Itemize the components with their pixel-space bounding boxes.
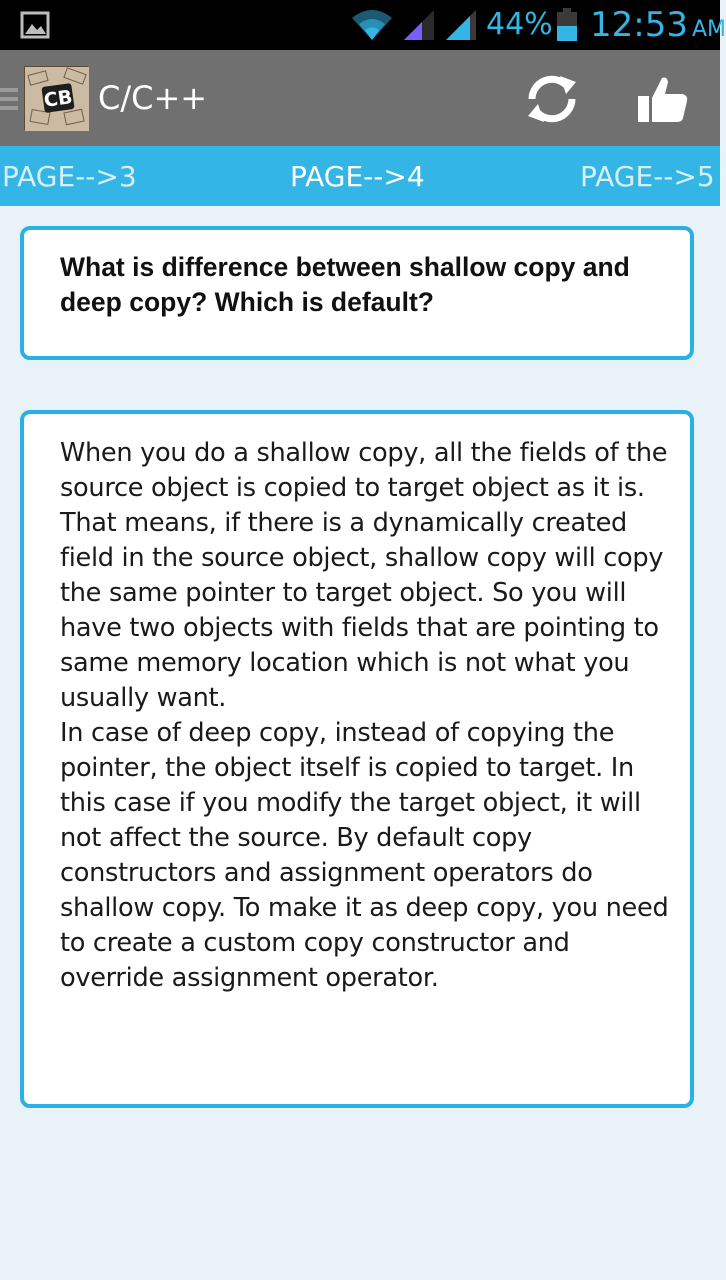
status-bar: [0, 0, 726, 50]
answer-text: [60, 436, 680, 996]
thumbs-up-icon[interactable]: [636, 74, 690, 124]
tab-page-3[interactable]: PAGE-->3: [2, 160, 137, 193]
battery-icon: [556, 8, 578, 42]
clock-ampm: AM: [691, 17, 726, 42]
signal-strength-icon-2: [444, 8, 478, 42]
wifi-icon: [350, 8, 394, 42]
tab-page-5[interactable]: PAGE-->5: [580, 160, 715, 193]
question-card: [20, 226, 694, 360]
app-logo[interactable]: [24, 66, 88, 130]
battery-percent: 44%: [486, 7, 553, 42]
page-tabs: [0, 146, 720, 206]
action-bar: [0, 50, 720, 146]
answer-card[interactable]: [20, 410, 694, 1108]
clock: [590, 5, 726, 50]
app-title: C/C++: [98, 79, 208, 117]
refresh-icon[interactable]: [522, 72, 582, 126]
app-logo-image: [25, 67, 89, 131]
app-logo-text: CB: [42, 86, 74, 112]
tab-page-4[interactable]: PAGE-->4: [290, 160, 425, 193]
answer-paragraph-2: In case of deep copy, instead of copying the pointer, the object itself is copied to target. In this case if you modify the target object, it will not affect the source. By default copy constructors and assignment operators do shallow copy. To make it as deep copy, you need to create a custom copy constructor and override assignment operator.: [60, 718, 669, 993]
drawer-icon[interactable]: [0, 86, 20, 112]
gallery-notification-icon: [20, 11, 50, 39]
answer-paragraph-1: When you do a shallow copy, all the fields of the source object is copied to target object as it is. That means, if there is a dynamically created field in the source object, shallow copy will copy the same pointer to target object. So you will have two objects with fields that are pointing to same memory location which is not what you usually want.: [60, 438, 668, 713]
clock-time: 12:53: [590, 5, 688, 45]
question-text: What is difference between shallow copy and deep copy? Which is default?: [60, 252, 630, 317]
signal-strength-icon: [402, 8, 436, 42]
